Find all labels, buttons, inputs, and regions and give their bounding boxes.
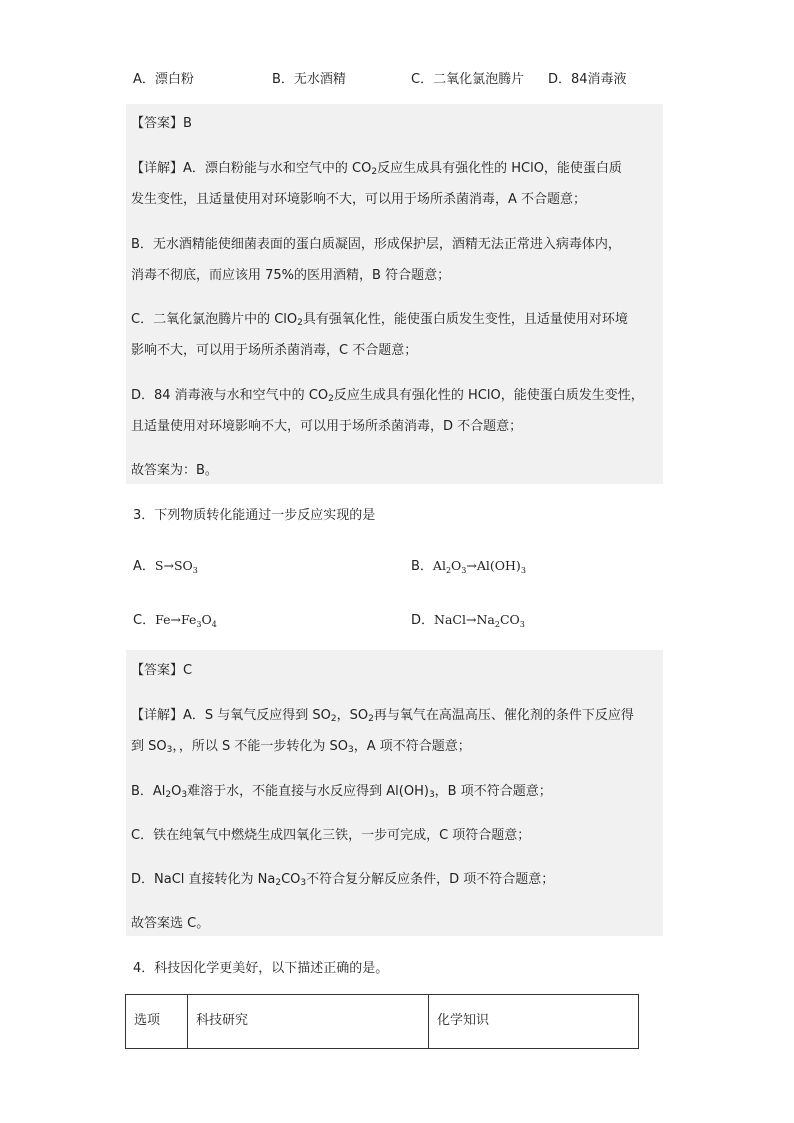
conclusion-q2: 故答案为：B。 (131, 463, 218, 478)
detail-q3-c: C．铁在纯氧气中燃烧生成四氧化三铁，一步可完成，C 项符合题意； (131, 828, 531, 843)
answer-q2: 【答案】B (131, 116, 192, 131)
detail-q2-a-line1: 【详解】A．漂白粉能与水和空气中的 $CO_2$反应生成具有强化性的 HClO，能使蛋白质 (131, 161, 622, 177)
table-header-knowledge: 化学知识 (429, 995, 639, 1049)
detail-q3-b: B．$Al_2O_3$难溶于水，不能直接与水反应得到 $Al(OH)_3$，B 项不符合题意； (131, 784, 552, 800)
option-b: B．无水酒精 (272, 72, 346, 87)
detail-q3-a-line1: 【详解】A．S 与氧气反应得到 $SO_2$，$SO_2$再与氧气在高温高压、催化剂的条件下反应得 (131, 708, 634, 724)
detail-q2-a-line2: 发生变性，且适量使用对环境影响不大，可以用于场所杀菌消毒，A 不合题意； (131, 192, 587, 207)
q3-option-c: C．$Fe\to Fe_3O_4$ (133, 612, 217, 629)
table-row (126, 995, 639, 1049)
table-header-option: 选项 (126, 995, 188, 1049)
table-header-research: 科技研究 (188, 995, 429, 1049)
q3-option-b: B．$Al_2O_3\to Al(OH)_3$ (411, 558, 526, 575)
detail-q3-a-line2: 到 $SO_3$，，所以 S 不能一步转化为 $SO_3$，A 项不符合题意； (131, 739, 471, 755)
detail-q2-c-line2: 影响不大，可以用于场所杀菌消毒，C 不合题意； (131, 343, 418, 358)
detail-q3-d: D．NaCl 直接转化为 $Na_2CO_3$不符合复分解反应条件，D 项不符合题意； (131, 872, 555, 888)
conclusion-q3: 故答案选 C。 (131, 916, 210, 931)
answer-q3: 【答案】C (131, 663, 193, 678)
detail-q2-d-line1: D．84 消毒液与水和空气中的 $CO_2$反应生成具有强化性的 HClO，能使蛋白质发生变性， (131, 388, 644, 404)
option-c: C．二氧化氯泡腾片 (411, 72, 525, 87)
q3-option-d: D．$NaCl\to Na_2CO_3$ (411, 612, 525, 629)
q4-table (125, 994, 639, 1049)
detail-q2-b-line2: 消毒不彻底，而应该用 75%的医用酒精，B 符合题意； (131, 268, 451, 283)
detail-q2-c-line1: C．二氧化氯泡腾片中的 ClO$_2$具有强氧化性，能使蛋白质发生变性，且适量使用对环境 (131, 312, 628, 328)
question-4: 4．科技因化学更美好，以下描述正确的是。 (133, 961, 389, 976)
detail-q2-d-line2: 且适量使用对环境影响不大，可以用于场所杀菌消毒，D 不合题意； (131, 419, 523, 434)
detail-q2-b-line1: B．无水酒精能使细菌表面的蛋白质凝固，形成保护层，酒精无法正常进入病毒体内， (131, 237, 621, 252)
q3-option-a: A．$S\to SO_3$ (133, 558, 198, 575)
option-a: A．漂白粉 (133, 72, 194, 87)
option-d: D．84消毒液 (548, 72, 627, 87)
question-3: 3．下列物质转化能通过一步反应实现的是 (133, 508, 376, 523)
